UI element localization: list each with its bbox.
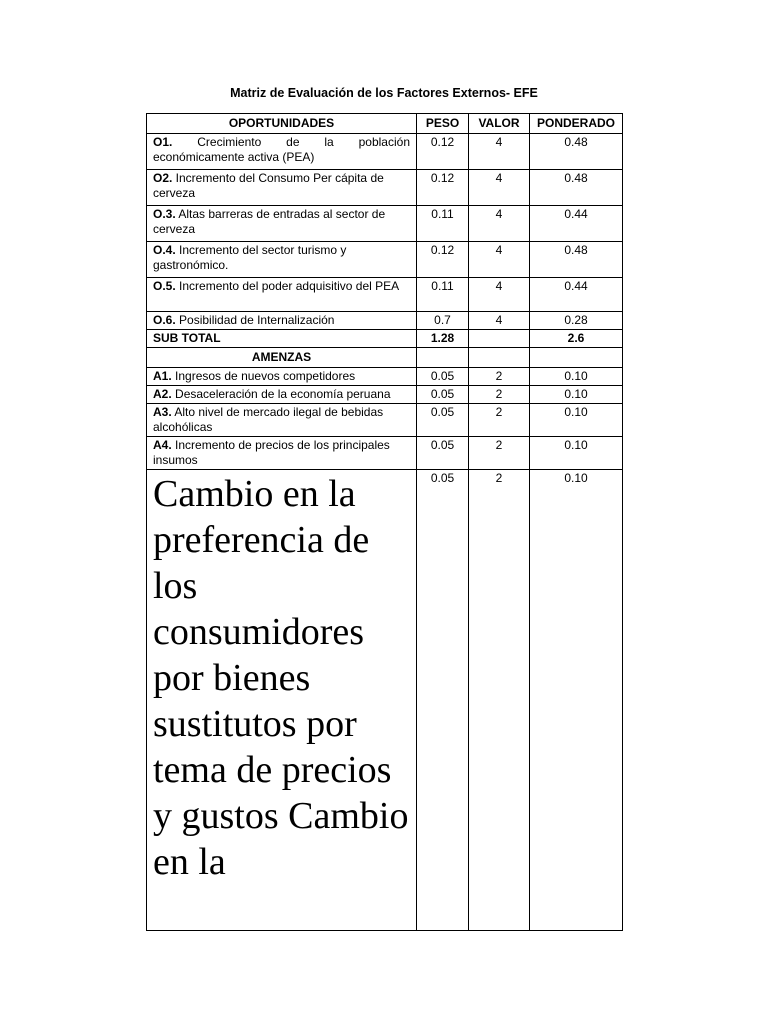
subtotal-ponderado: 2.6 xyxy=(530,330,623,348)
peso-cell: 0.05 xyxy=(417,437,469,470)
ponderado-cell: 0.10 xyxy=(530,470,623,931)
factor-text: Ingresos de nuevos competidores xyxy=(171,369,356,383)
valor-cell: 4 xyxy=(469,206,530,242)
factor-text: Altas barreras de entradas al sector de cerveza xyxy=(153,207,386,236)
factor-cell xyxy=(147,170,417,206)
factor-code: A4. xyxy=(153,438,172,452)
empty-cell xyxy=(417,348,469,368)
table-row xyxy=(147,134,623,170)
factor-text: Incremento del sector turismo y gastronómico. xyxy=(153,243,347,272)
ponderado-cell: 0.10 xyxy=(530,437,623,470)
table-row xyxy=(147,242,623,278)
factor-code: O.6. xyxy=(153,313,176,327)
factor-text-continued: económicamente activa (PEA) xyxy=(153,150,315,164)
document-title: Matriz de Evaluación de los Factores Externos- EFE xyxy=(230,86,538,100)
peso-cell: 0.12 xyxy=(417,242,469,278)
factor-cell xyxy=(147,404,417,437)
factor-text: Incremento del Consumo Per cápita de cerveza xyxy=(153,171,384,200)
header-valor: VALOR xyxy=(469,114,530,134)
factor-cell xyxy=(147,242,417,278)
efe-matrix-table xyxy=(146,113,623,931)
factor-text: Incremento del poder adquisitivo del PEA xyxy=(175,279,400,293)
factor-code: A1. xyxy=(153,369,172,383)
ponderado-cell: 0.44 xyxy=(530,206,623,242)
amenazas-header: AMENZAS xyxy=(147,348,417,368)
subtotal-peso: 1.28 xyxy=(417,330,469,348)
header-factor: OPORTUNIDADES xyxy=(147,114,417,134)
valor-cell: 2 xyxy=(469,437,530,470)
peso-cell: 0.05 xyxy=(417,368,469,386)
valor-cell: 2 xyxy=(469,386,530,404)
factor-code: A3. xyxy=(153,405,172,419)
peso-cell: 0.12 xyxy=(417,134,469,170)
factor-text: Alto nivel de mercado ilegal de bebidas alcohólicas xyxy=(153,405,384,434)
valor-cell: 4 xyxy=(469,134,530,170)
peso-cell: 0.12 xyxy=(417,170,469,206)
table-row xyxy=(147,368,623,386)
large-text: Cambio en la preferencia de los consumidores por bienes sustitutos por tema de precios y gustos Cambio en la xyxy=(153,473,409,883)
peso-cell: 0.05 xyxy=(417,470,469,931)
empty-cell xyxy=(530,348,623,368)
valor-cell: 4 xyxy=(469,312,530,330)
ponderado-cell: 0.10 xyxy=(530,368,623,386)
ponderado-cell: 0.28 xyxy=(530,312,623,330)
ponderado-cell: 0.10 xyxy=(530,404,623,437)
ponderado-cell: 0.48 xyxy=(530,242,623,278)
peso-cell: 0.05 xyxy=(417,386,469,404)
ponderado-cell: 0.44 xyxy=(530,278,623,312)
valor-cell: 2 xyxy=(469,368,530,386)
table-row xyxy=(147,470,623,931)
factor-cell xyxy=(147,278,417,312)
valor-cell: 4 xyxy=(469,170,530,206)
subtotal-valor xyxy=(469,330,530,348)
factor-text: Desaceleración de la economía peruana xyxy=(171,387,391,401)
factor-cell xyxy=(147,134,417,170)
factor-cell-large-text xyxy=(147,470,417,931)
ponderado-cell: 0.10 xyxy=(530,386,623,404)
table-row xyxy=(147,206,623,242)
peso-cell: 0.11 xyxy=(417,278,469,312)
factor-cell xyxy=(147,368,417,386)
table-row xyxy=(147,170,623,206)
header-peso: PESO xyxy=(417,114,469,134)
factor-cell xyxy=(147,312,417,330)
peso-cell: 0.11 xyxy=(417,206,469,242)
table-row xyxy=(147,404,623,437)
empty-cell xyxy=(469,348,530,368)
subtotal-row xyxy=(147,330,623,348)
factor-text: Crecimiento de la población xyxy=(172,135,410,149)
factor-cell xyxy=(147,206,417,242)
ponderado-cell: 0.48 xyxy=(530,134,623,170)
header-ponderado: PONDERADO xyxy=(530,114,623,134)
valor-cell: 4 xyxy=(469,242,530,278)
valor-cell: 2 xyxy=(469,404,530,437)
valor-cell: 4 xyxy=(469,278,530,312)
factor-code: O.5. xyxy=(153,279,176,293)
factor-code: O2. xyxy=(153,171,173,185)
factor-code: A2. xyxy=(153,387,172,401)
table-row xyxy=(147,437,623,470)
peso-cell: 0.05 xyxy=(417,404,469,437)
factor-code: O1. xyxy=(153,135,173,149)
factor-code: O.3. xyxy=(153,207,176,221)
factor-text: Incremento de precios de los principales insumos xyxy=(153,438,390,467)
peso-cell: 0.7 xyxy=(417,312,469,330)
valor-cell: 2 xyxy=(469,470,530,931)
subtotal-label: SUB TOTAL xyxy=(147,330,417,348)
factor-cell xyxy=(147,437,417,470)
factor-cell xyxy=(147,386,417,404)
header-row xyxy=(147,114,623,134)
factor-code: O.4. xyxy=(153,243,176,257)
table-row xyxy=(147,278,623,312)
ponderado-cell: 0.48 xyxy=(530,170,623,206)
table-row xyxy=(147,312,623,330)
factor-text: Posibilidad de Internalización xyxy=(175,313,335,327)
section-header-row xyxy=(147,348,623,368)
table-row xyxy=(147,386,623,404)
